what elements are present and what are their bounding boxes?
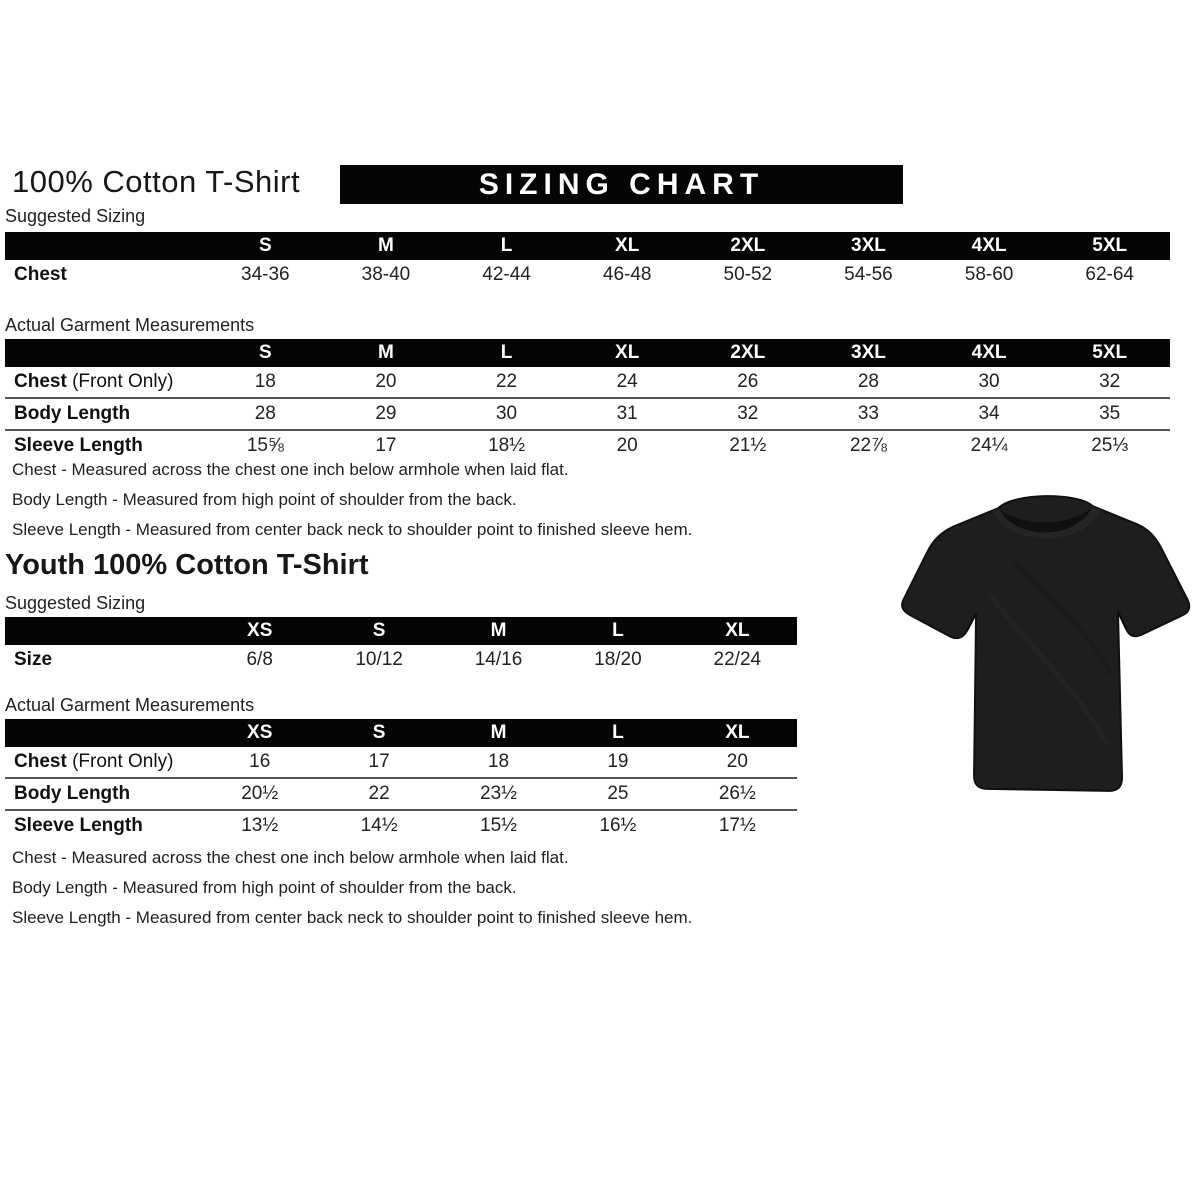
table-row-chest <box>5 260 1170 290</box>
table-row-sleeve-length <box>5 809 797 841</box>
size-column-header: XS <box>247 722 273 743</box>
cell: 15½ <box>480 815 517 836</box>
sizing-chart-banner <box>340 165 903 204</box>
youth-actual-measurements-table <box>5 719 797 841</box>
table-header-row <box>5 719 797 747</box>
youth-actual-measurements-label: Actual Garment Measurements <box>5 695 255 715</box>
cell: 58-60 <box>964 264 1014 285</box>
cell: 24 <box>616 371 638 392</box>
size-column-header: L <box>612 620 624 641</box>
size-column-header: XL <box>615 342 640 363</box>
cell: 30 <box>978 371 1000 392</box>
table-row-body-length <box>5 777 797 809</box>
cell: 17 <box>368 751 390 772</box>
cell: 34 <box>978 403 1000 424</box>
table-header-row <box>5 617 797 645</box>
youth-suggested-sizing-table <box>5 617 797 675</box>
cell: 21½ <box>729 435 767 456</box>
size-column-header: L <box>500 342 513 363</box>
youth-section-title: Youth 100% Cotton T-Shirt <box>5 549 369 581</box>
note-sleeve-length: Sleeve Length - Measured from center back neck to shoulder point to finished sleeve hem. <box>12 908 693 927</box>
cell: 34-36 <box>241 264 290 285</box>
cell: 31 <box>616 403 638 424</box>
table-row-chest <box>5 747 797 777</box>
row-label: Sleeve Length <box>14 815 143 836</box>
size-column-header: XL <box>725 620 750 641</box>
cell: 22 <box>368 783 390 804</box>
adult-suggested-sizing-label: Suggested Sizing <box>5 206 146 226</box>
size-column-header: XL <box>725 722 750 743</box>
size-column-header: 5XL <box>1092 342 1128 363</box>
banner-label: SIZING CHART <box>478 167 765 201</box>
cell: 16 <box>249 751 271 772</box>
table-row-chest <box>5 367 1170 397</box>
size-column-header: 2XL <box>730 235 766 256</box>
cell: 24¼ <box>970 435 1008 456</box>
cell: 26 <box>737 371 759 392</box>
row-label: Chest (Front Only) <box>14 751 174 772</box>
size-column-header: M <box>378 235 394 256</box>
cell: 13½ <box>241 815 279 836</box>
note-chest: Chest - Measured across the chest one inch below armhole when laid flat. <box>12 848 569 867</box>
row-label: Sleeve Length <box>14 435 143 456</box>
black-tshirt-photo <box>893 481 1197 817</box>
cell: 17½ <box>718 815 756 836</box>
cell: 35 <box>1099 403 1121 424</box>
note-body-length: Body Length - Measured from high point of shoulder from the back. <box>12 878 517 897</box>
cell: 10/12 <box>355 649 403 670</box>
size-column-header: S <box>258 235 272 256</box>
cell: 14½ <box>360 815 398 836</box>
cell: 33 <box>857 403 879 424</box>
note-chest: Chest - Measured across the chest one inch below armhole when laid flat. <box>12 460 569 479</box>
size-column-header: 2XL <box>730 342 766 363</box>
cell: 50-52 <box>723 264 773 285</box>
cell: 6/8 <box>246 649 273 670</box>
note-body-length: Body Length - Measured from high point of shoulder from the back. <box>12 490 517 509</box>
cell: 22/24 <box>713 649 762 670</box>
table-header-row <box>5 339 1170 367</box>
size-column-header: 3XL <box>851 342 886 363</box>
cell: 14/16 <box>474 649 523 670</box>
row-label: Chest (Front Only) <box>14 371 174 392</box>
cell: 38-40 <box>361 264 411 285</box>
table-row-body-length <box>5 397 1170 429</box>
size-column-header: S <box>258 342 272 363</box>
cell: 18½ <box>488 435 526 456</box>
cell: 25 <box>607 783 629 804</box>
cell: 25⅓ <box>1091 435 1129 456</box>
note-sleeve-length: Sleeve Length - Measured from center back neck to shoulder point to finished sleeve hem. <box>12 520 693 539</box>
size-column-header: M <box>378 342 394 363</box>
youth-suggested-sizing-label: Suggested Sizing <box>5 593 146 613</box>
cell: 20 <box>726 751 748 772</box>
cell: 62-64 <box>1085 264 1134 285</box>
cell: 19 <box>607 751 629 772</box>
cell: 32 <box>1099 371 1121 392</box>
size-column-header: M <box>490 620 507 641</box>
cell: 20 <box>616 435 638 456</box>
cell: 54-56 <box>844 264 893 285</box>
cell: 46-48 <box>602 264 652 285</box>
cell: 18 <box>487 751 510 772</box>
cell: 42-44 <box>482 264 531 285</box>
size-column-header: 4XL <box>971 342 1007 363</box>
cell: 17 <box>375 435 397 456</box>
adult-measurement-notes <box>12 455 692 545</box>
table-header-row <box>5 232 1170 260</box>
adult-actual-measurements-table <box>5 339 1170 461</box>
size-column-header: 4XL <box>971 235 1007 256</box>
cell: 18 <box>254 371 276 392</box>
size-column-header: XL <box>615 235 640 256</box>
cell: 20½ <box>241 783 279 804</box>
size-column-header: 5XL <box>1092 235 1128 256</box>
row-label: Chest <box>14 264 67 285</box>
size-column-header: L <box>500 235 513 256</box>
cell: 26½ <box>718 783 756 804</box>
adult-section-title: 100% Cotton T-Shirt <box>12 164 301 199</box>
cell: 32 <box>737 403 759 424</box>
size-column-header: S <box>372 620 386 641</box>
cell: 18/20 <box>594 649 642 670</box>
size-column-header: XS <box>247 620 273 641</box>
cell: 15⅝ <box>246 435 284 456</box>
cell: 29 <box>375 403 397 424</box>
table-row-size <box>5 645 797 675</box>
youth-measurement-notes <box>12 843 692 933</box>
row-label: Body Length <box>14 783 131 804</box>
size-column-header: 3XL <box>851 235 886 256</box>
size-column-header: L <box>612 722 624 743</box>
cell: 22 <box>495 371 518 392</box>
cell: 28 <box>857 371 879 392</box>
adult-suggested-sizing-table <box>5 232 1170 290</box>
cell: 23½ <box>480 783 517 804</box>
size-column-header: M <box>490 722 507 743</box>
row-label: Body Length <box>14 403 131 424</box>
row-label: Size <box>14 649 53 670</box>
cell: 30 <box>495 403 518 424</box>
cell: 20 <box>375 371 397 392</box>
adult-actual-measurements-label: Actual Garment Measurements <box>5 315 255 335</box>
cell: 28 <box>254 403 276 424</box>
cell: 16½ <box>599 815 637 836</box>
size-column-header: S <box>372 722 386 743</box>
cell: 22⅞ <box>849 435 887 456</box>
